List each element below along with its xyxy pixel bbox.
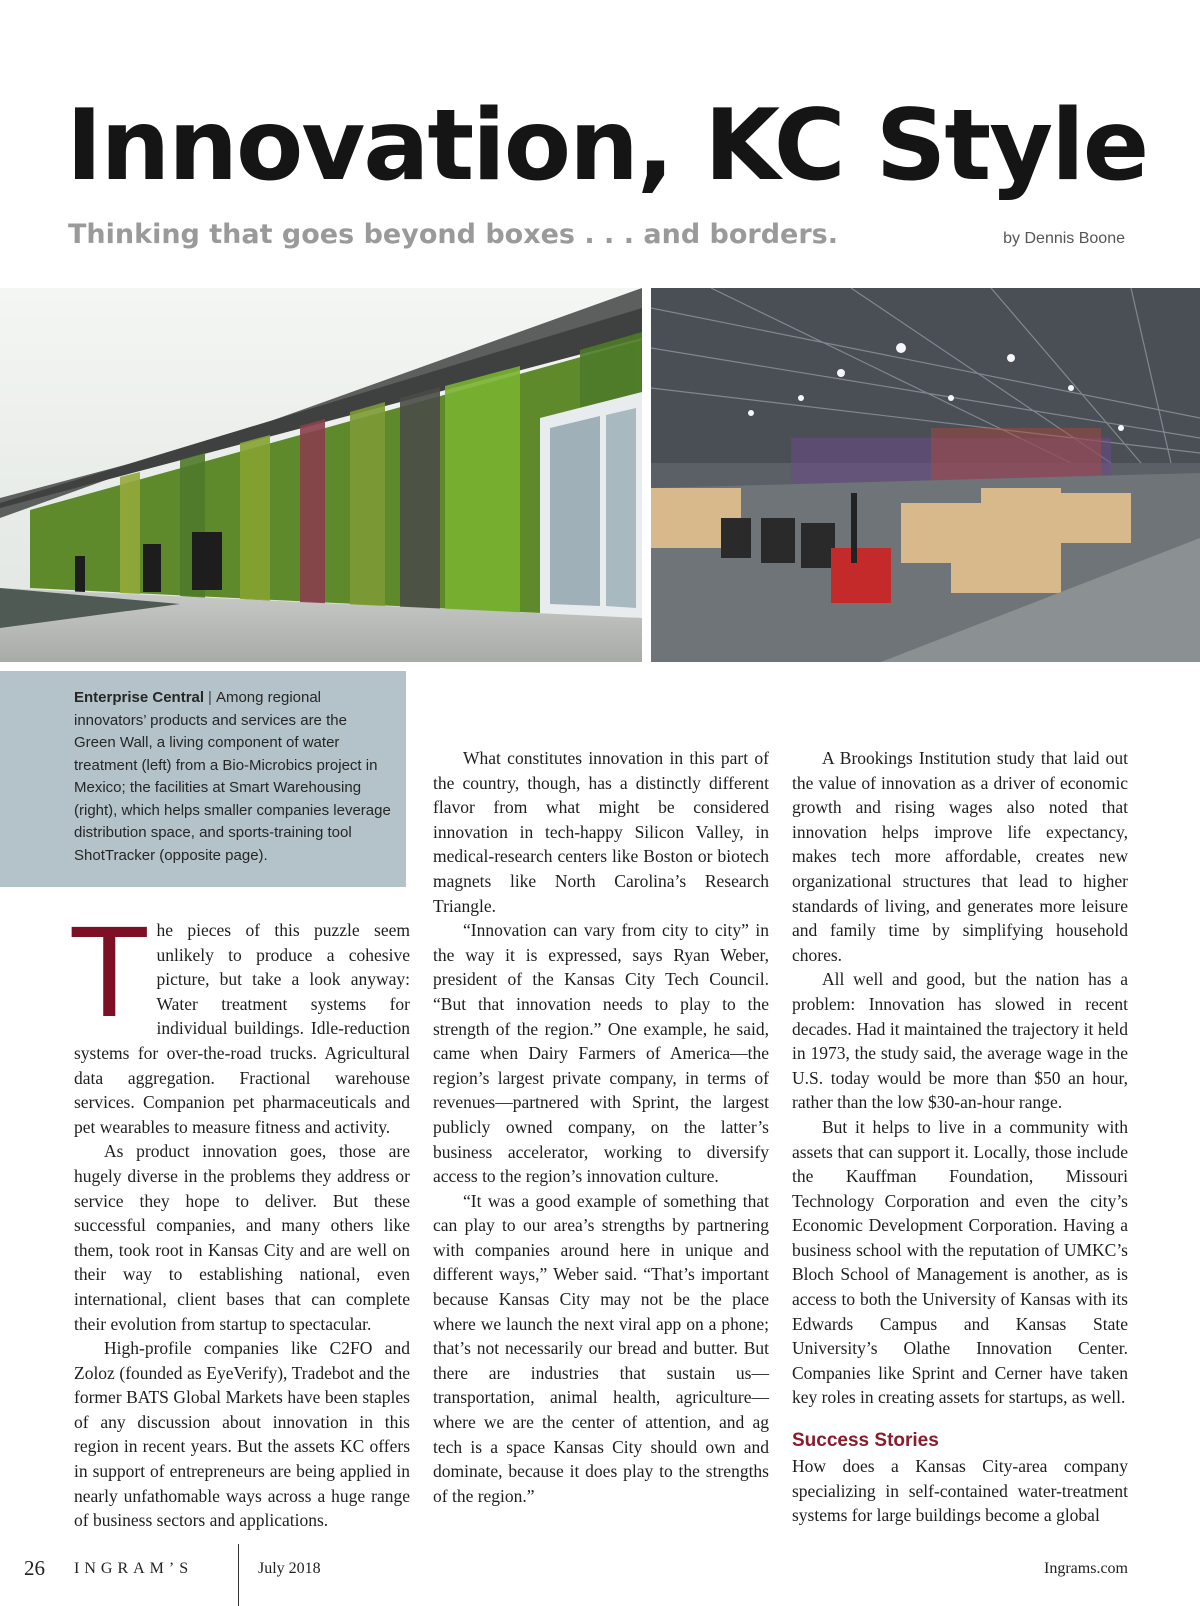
caption-separator: | — [208, 689, 212, 706]
paragraph: As product innovation goes, those are hugely diverse in the problems they address or service they hope to deliver. But these successful companies, and many others like them, took root in Kansas City and are well on their way to establishing national, even international, client bases that can complete their evolution from startup to spectacular. — [74, 1141, 410, 1334]
byline: by Dennis Boone — [1003, 230, 1125, 247]
article-column-1 — [72, 903, 410, 1533]
paragraph: A Brookings Institution study that laid out the value of innovation as a driver of economic growth and rising wages also noted that innovation helps improve life expectancy, makes tech more affordable, creates new organizational structures that lead to higher standards of living, and generates more leisure and family time by simplifying household chores. — [792, 748, 1128, 965]
caption-lead: Enterprise Central — [74, 689, 205, 706]
green-wall-photo — [0, 288, 642, 662]
photo-caption — [0, 671, 406, 887]
paragraph: “It was a good example of something that can play to our area’s strengths by partnering with companies around here in unique and different ways,” Weber said. “That’s important because Kansas City may not be the place where we launch the next viral app on a phone; that’s not necessarily our bread and butter. But there are industries that sustain us—transportation, animal health, agriculture—where we are the center of attention, and ag tech is a space Kansas City should own and dominate, because it does play to the strengths of the region.” — [433, 1190, 769, 1506]
article-column-2 — [433, 746, 769, 1508]
paragraph: he pieces of this puzzle seem unlikely to produce a cohesive picture, but take a look anyway: Water treatment systems for individual buildings. Idle-reduction systems for over-the-road trucks. Agricultural data aggregation. Fractional warehouse services. Companion pet pharmaceuticals and pet wearables to measure fitness and activity. — [74, 920, 410, 1137]
caption-text: Among regional innovators’ products and services are the Green Wall, a living component of water treatment (left) from a Bio-Microbics project in Mexico; the facilities at Smart Warehousing (right), which helps smaller companies leverage distribution space, and sports-training tool ShotTracker (opposite page). — [74, 689, 391, 864]
paragraph: High-profile companies like C2FO and Zoloz (founded as EyeVerify), Tradebot and the former BATS Global Markets have been staples of any discussion about innovation in this region in recent years. But the assets KC offers in support of entrepreneurs are being applied in nearly unfathomable ways across a huge range of business sectors and applications. — [74, 1338, 410, 1531]
paragraph: How does a Kansas City-area company specializing in self-contained water-treatment systems for large buildings become a global — [792, 1456, 1128, 1526]
drop-cap: T — [72, 903, 147, 1045]
article-subtitle: Thinking that goes beyond boxes . . . and borders. — [68, 219, 839, 250]
paragraph: “Innovation can vary from city to city” in the way it is expressed, says Ryan Weber, president of the Kansas City Tech Council. “But that innovation needs to play to the strength of the region.” One example, he said, came when Dairy Farmers of America—the region’s largest private company, in terms of revenues—partnered with Sprint, the largest publicly owned company, on the latter’s business accelerator, working to diversify access to the region’s innovation culture. — [433, 920, 769, 1187]
warehouse-photo — [651, 288, 1200, 662]
warehouse-image — [651, 288, 1200, 662]
paragraph: All well and good, but the nation has a problem: Innovation has slowed in recent decades. Had it maintained the trajectory it held in 1973, the study said, the average wage in the U.S. today would be more than $50 an hour, rather than the low $30-an-hour range. — [792, 969, 1128, 1113]
issue-date: July 2018 — [258, 1560, 321, 1577]
website: Ingrams.com — [1044, 1560, 1128, 1577]
magazine-name: INGRAM’S — [74, 1560, 194, 1577]
paragraph: But it helps to live in a community with assets that can support it. Locally, those include the Kauffman Foundation, Missouri Technology Corporation and even the city’s Economic Development Corporation. Having a business school with the reputation of UMKC’s Bloch School of Management is another, as is access to both the University of Kansas with its Edwards Campus and Kansas State University’s Olathe Innovation Center. Companies like Sprint and Cerner have taken key roles in creating assets for startups, as well. — [792, 1116, 1128, 1408]
green-wall-image — [0, 288, 642, 662]
page-number: 26 — [24, 1556, 45, 1580]
section-subhead: Success Stories — [792, 1430, 939, 1452]
footer-divider — [238, 1544, 239, 1606]
paragraph: What constitutes innovation in this part of the country, though, has a distinctly different flavor from what might be considered innovation in tech-happy Silicon Valley, in medical-research centers like Boston or biotech magnets like North Carolina’s Research Triangle. — [433, 748, 769, 916]
article-column-3 — [792, 746, 1128, 1528]
article-title: Innovation, KC Style — [66, 89, 1148, 203]
